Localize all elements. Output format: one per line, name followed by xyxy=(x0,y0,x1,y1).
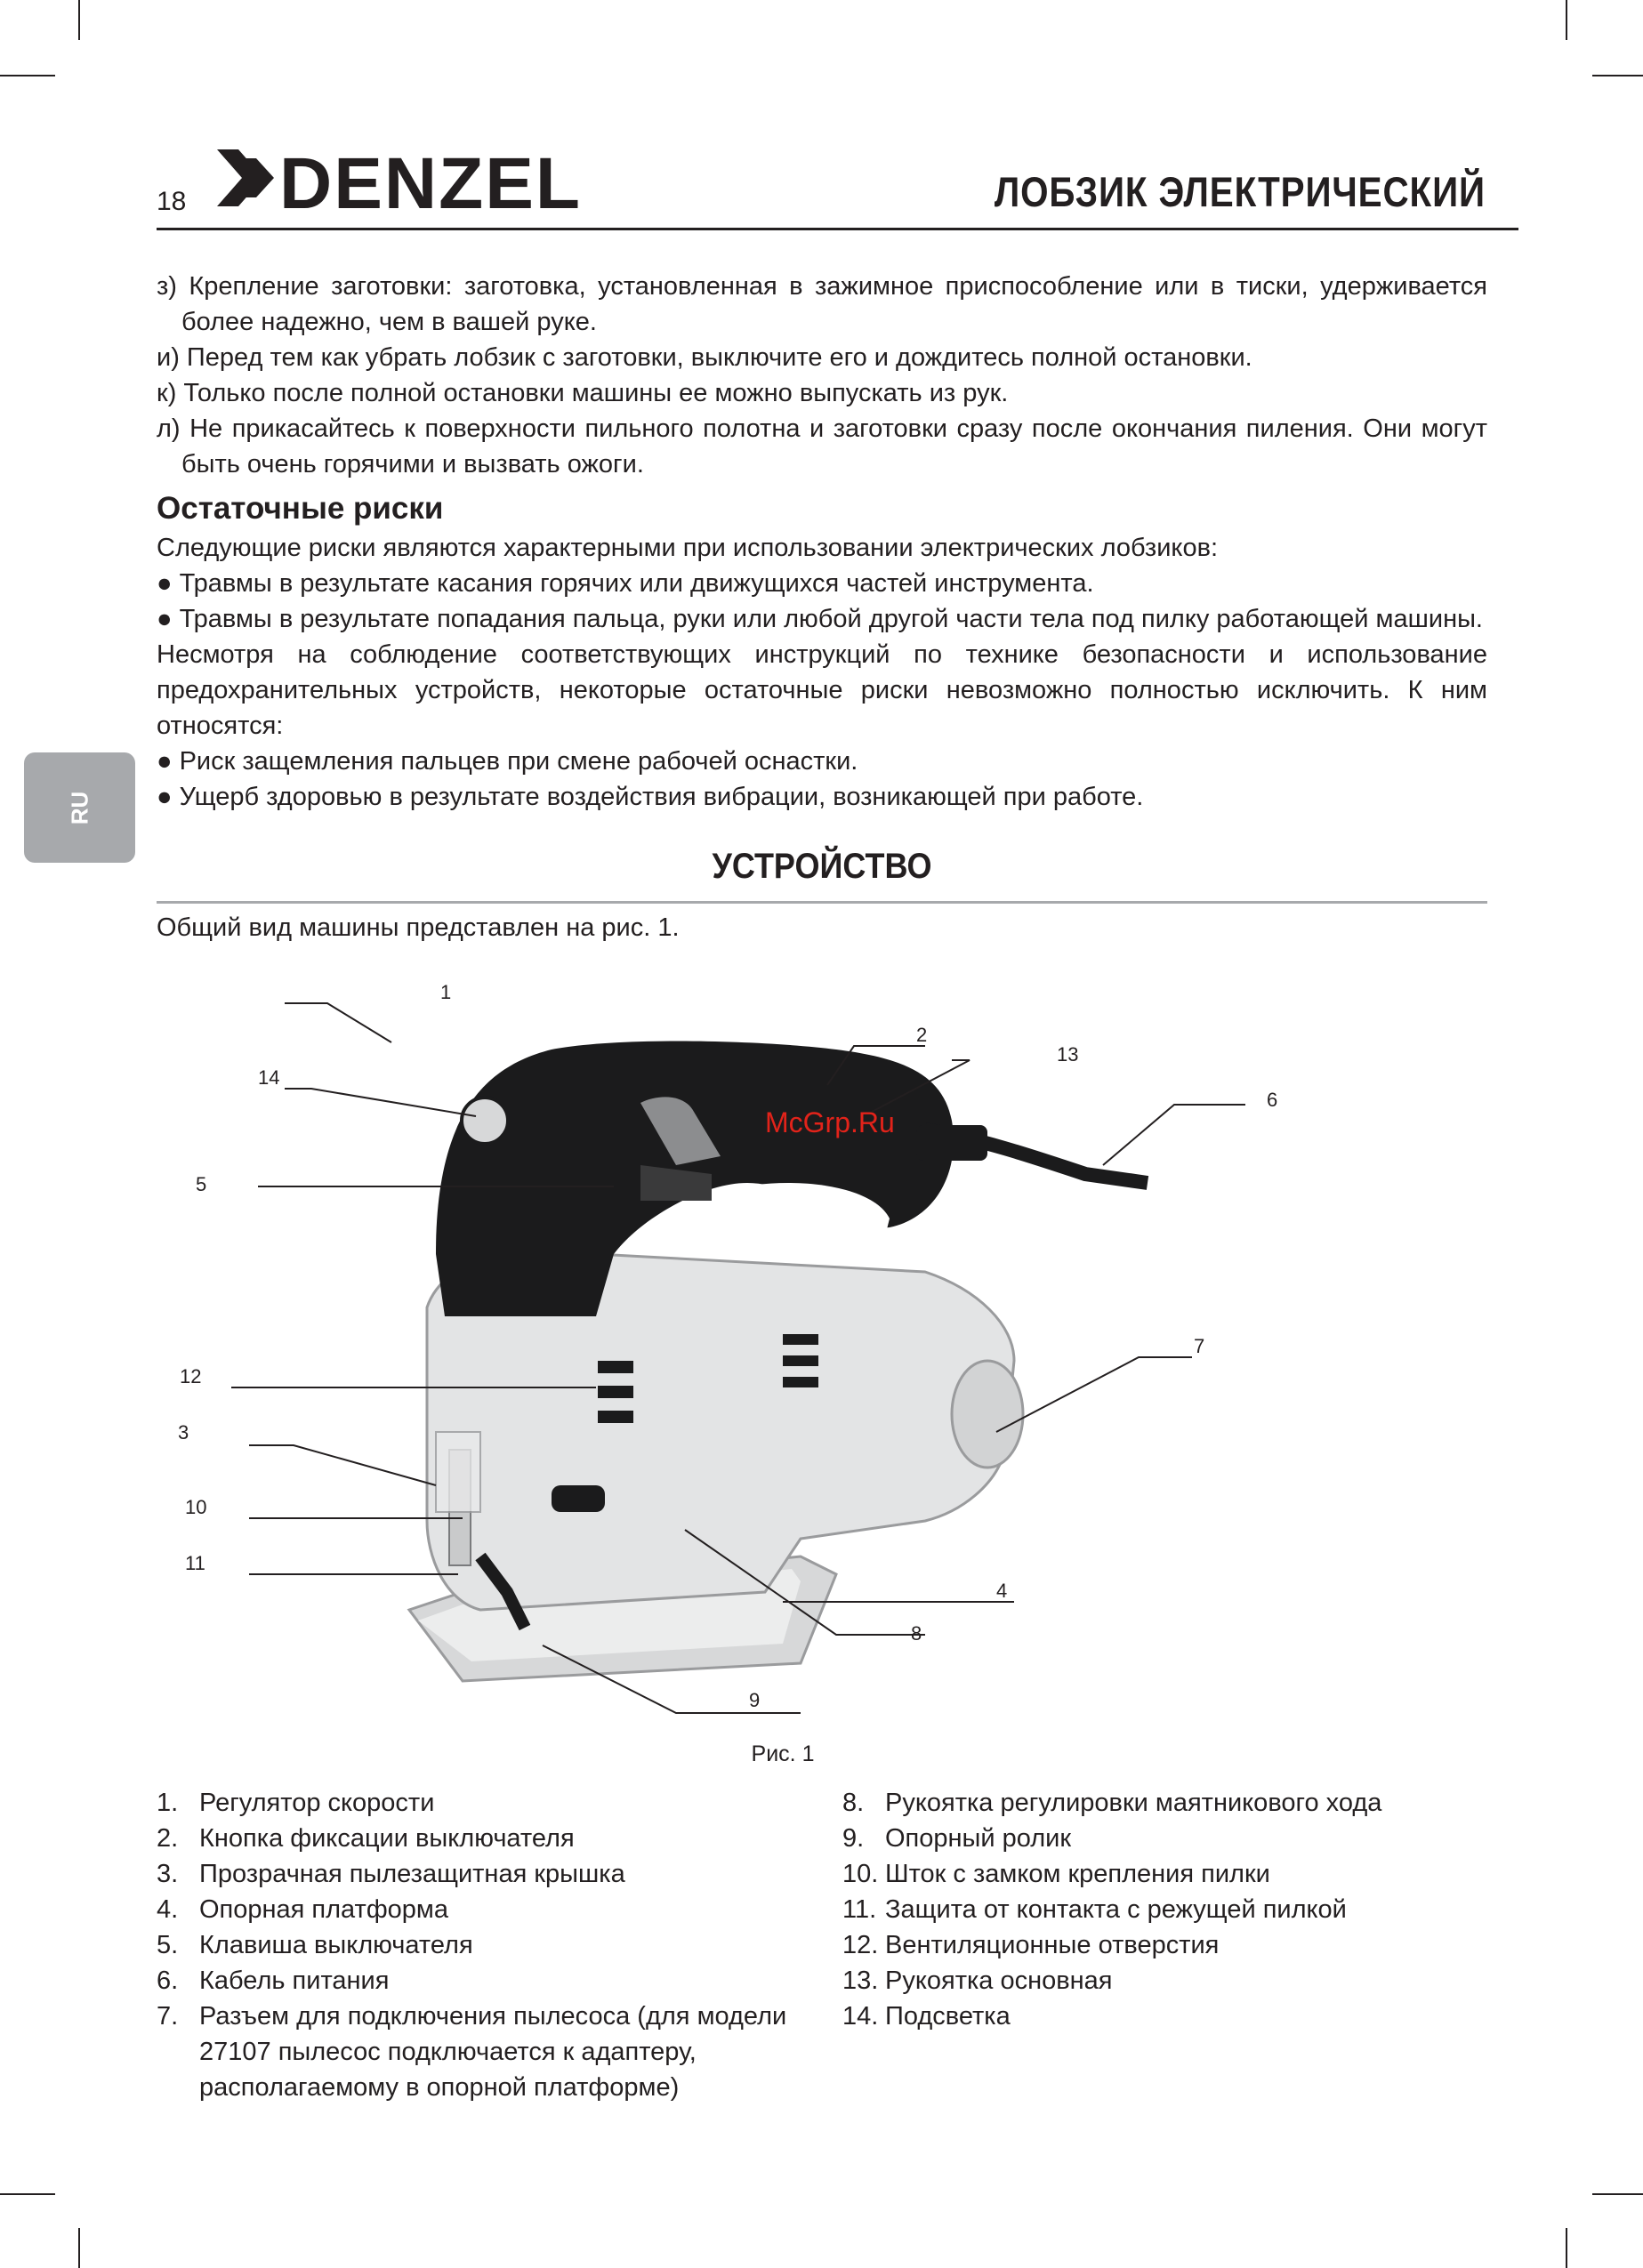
callout-number: 5 xyxy=(196,1173,207,1195)
vent-slot xyxy=(783,1377,818,1387)
legend-item: 13. Рукоятка основная xyxy=(842,1966,1113,1995)
safety-item: и) Перед тем как убрать лобзик с заготовки, выключите его и дождитесь полной остановки. xyxy=(157,343,1252,372)
crop-mark xyxy=(1592,2193,1643,2195)
device-intro: Общий вид машины представлен на рис. 1. xyxy=(157,913,680,942)
legend-item: 12. Вентиляционные отверстия xyxy=(842,1931,1220,1959)
dust-port-shape xyxy=(952,1361,1023,1468)
legend-item: 7. Разъем для подключения пылесоса (для модели 27107 пылесос подключается к адаптеру, располагаемому в опорной платформе) xyxy=(157,2002,787,2102)
callout-number: 8 xyxy=(911,1622,922,1645)
callout-line xyxy=(285,1003,391,1042)
header-divider xyxy=(157,228,1518,230)
callout-number: 14 xyxy=(258,1066,280,1089)
callout-number: 1 xyxy=(440,981,452,1003)
callout-line xyxy=(285,1089,476,1116)
legend-item: 9. Опорный ролик xyxy=(842,1824,1072,1853)
brand-logo xyxy=(215,142,582,224)
brand-logo-mark xyxy=(215,142,582,224)
callout-number: 9 xyxy=(749,1689,761,1711)
legend-item: 10. Шток с замком крепления пилки xyxy=(842,1860,1270,1888)
residual-risks-intro: Следующие риски являются характерными при использовании электрических лобзиков: xyxy=(157,534,1219,562)
legend-item: 5. Клавиша выключателя xyxy=(157,1931,473,1959)
callout-number: 12 xyxy=(180,1365,202,1387)
cable-strain-relief xyxy=(916,1125,987,1161)
crop-mark xyxy=(78,2228,80,2268)
crop-mark xyxy=(1592,75,1643,76)
vent-slot xyxy=(598,1411,633,1423)
legend-item: 14. Подсветка xyxy=(842,2002,1011,2031)
risk-bullet: ● Ущерб здоровью в результате воздействия вибрации, возникающей при работе. xyxy=(157,783,1144,811)
legend-item: 2. Кнопка фиксации выключателя xyxy=(157,1824,575,1853)
callout-number: 2 xyxy=(916,1024,928,1046)
callout-number: 4 xyxy=(996,1580,1008,1602)
crop-mark xyxy=(1566,2228,1567,2268)
crop-mark xyxy=(0,2193,55,2195)
crop-mark xyxy=(0,75,55,76)
callout-number: 10 xyxy=(185,1496,207,1518)
crop-mark xyxy=(78,0,80,40)
legend-item: 6. Кабель питания xyxy=(157,1966,390,1995)
page-title: ЛОБЗИК ЭЛЕКТРИЧЕСКИЙ xyxy=(994,168,1486,215)
legend-item: 8. Рукоятка регулировки маятникового хода xyxy=(842,1789,1382,1817)
callout-line xyxy=(249,1445,436,1485)
body-text xyxy=(157,269,1487,815)
watermark: McGrp.Ru xyxy=(765,1106,895,1138)
pendulum-knob-shape xyxy=(552,1485,605,1512)
language-tab: RU xyxy=(24,752,135,863)
callout-line xyxy=(1103,1105,1245,1165)
dust-cover-shape xyxy=(436,1432,480,1512)
crop-mark xyxy=(1566,0,1567,40)
legend-right xyxy=(842,1785,1518,2034)
residual-risks-note: Несмотря на соблюдение соответствующих инструкций по технике безопасности и использование предохранительных устройств, некоторые остаточные риски невозможно полностью исключить. К ним относятся: xyxy=(157,640,1487,740)
safety-item: л) Не прикасайтесь к поверхности пильного полотна и заготовки сразу после окончания пиления. Они могут быть очень горячими и вызвать ожоги. xyxy=(157,414,1487,479)
brand-name: DENZEL xyxy=(279,143,582,224)
safety-item: з) Крепление заготовки: заготовка, установленная в зажимное приспособление или в тиски, удерживается более надежно, чем в вашей руке. xyxy=(157,272,1487,336)
risk-bullet: ● Травмы в результате попадания пальца, руки или любой другой части тела под пилку работающей машины. xyxy=(157,605,1483,633)
legend-item: 4. Опорная платформа xyxy=(157,1895,449,1924)
vent-slot xyxy=(783,1334,818,1345)
callout-number: 11 xyxy=(185,1552,205,1574)
legend-item: 11. Защита от контакта с режущей пилкой xyxy=(842,1895,1347,1924)
legend-item: 1. Регулятор скорости xyxy=(157,1789,435,1817)
section-divider xyxy=(157,901,1487,904)
page-number: 18 xyxy=(157,187,187,216)
residual-risks-heading: Остаточные риски xyxy=(157,491,444,526)
vent-slot xyxy=(783,1355,818,1366)
callout-number: 13 xyxy=(1057,1043,1079,1066)
legend-left xyxy=(157,1785,815,2105)
legend-item: 3. Прозрачная пылезащитная крышка xyxy=(157,1860,625,1888)
callout-number: 7 xyxy=(1194,1335,1205,1357)
risk-bullet: ● Травмы в результате касания горячих или движущихся частей инструмента. xyxy=(157,569,1094,598)
vent-slot xyxy=(598,1386,633,1398)
callout-line xyxy=(996,1357,1192,1432)
jigsaw-figure xyxy=(178,981,1343,1752)
callout-number: 6 xyxy=(1267,1089,1278,1111)
risk-bullet: ● Риск защемления пальцев при смене рабочей оснастки. xyxy=(157,747,858,776)
section-title: УСТРОЙСТВО xyxy=(712,847,932,886)
safety-item: к) Только после полной остановки машины ее можно выпускать из рук. xyxy=(157,379,1009,407)
led-light-shape xyxy=(462,1098,508,1144)
figure-caption: Рис. 1 xyxy=(751,1741,815,1766)
callout-number: 3 xyxy=(178,1421,189,1444)
jigsaw-illustration xyxy=(178,981,1343,1752)
vent-slot xyxy=(598,1361,633,1373)
